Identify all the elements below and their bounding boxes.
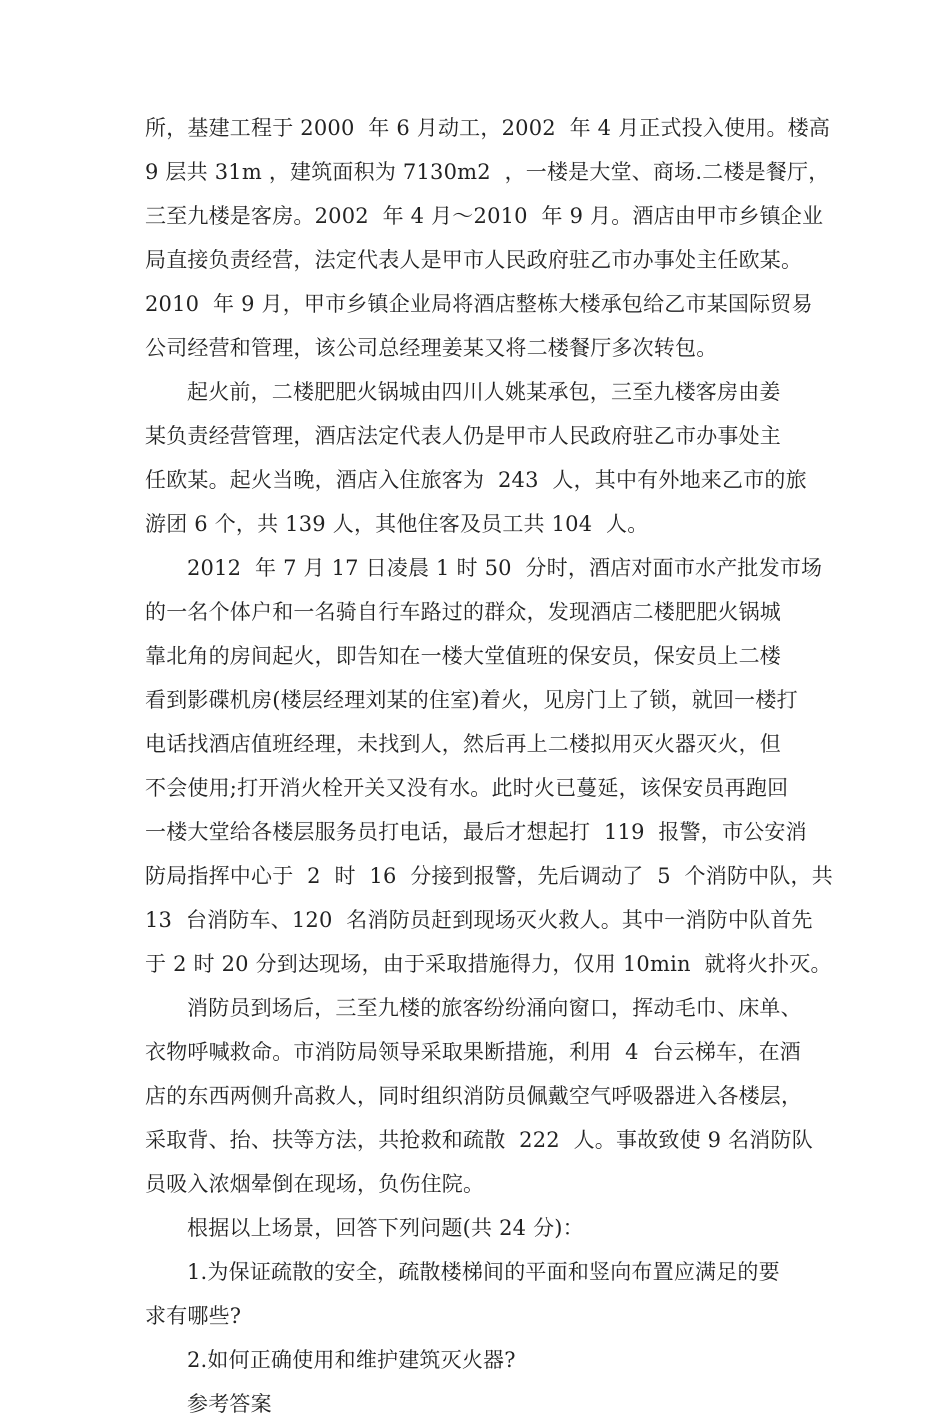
text-line: 2010 年 9 月，甲市乡镇企业局将酒店整栋大楼承包给乙市某国际贸易 — [145, 292, 813, 316]
text-line: 9 层共 31m ，建筑面积为 7130m2 ，一楼是大堂、商场.二楼是餐厅， — [145, 160, 830, 184]
document-body — [145, 106, 833, 1426]
paragraph — [145, 370, 820, 546]
text-line: 靠北角的房间起火，即告知在一楼大堂值班的保安员，保安员上二楼 — [145, 644, 781, 668]
text-line: 参考答案 — [187, 1392, 272, 1416]
text-line: 衣物呼喊救命。市消防局领导采取果断措施，利用 4 台云梯车，在酒 — [145, 1040, 801, 1064]
text-line: 的一名个体户和一名骑自行车路过的群众，发现酒店二楼肥肥火锅城 — [145, 600, 781, 624]
text-line: 电话找酒店值班经理，未找到人，然后再上二楼拟用灭火器灭火，但 — [145, 732, 781, 756]
paragraph — [145, 1250, 820, 1338]
paragraph — [145, 1382, 820, 1426]
text-line: 员吸入浓烟晕倒在现场，负伤住院。 — [145, 1172, 485, 1196]
text-line: 防局指挥中心于 2 时 16 分接到报警，先后调动了 5 个消防中队，共 — [145, 864, 833, 888]
text-line: 1.为保证疏散的安全，疏散楼梯间的平面和竖向布置应满足的要 — [187, 1260, 780, 1284]
text-line: 店的东西两侧升高救人，同时组织消防员佩戴空气呼吸器进入各楼层， — [145, 1084, 803, 1108]
text-line: 三至九楼是客房。2002 年 4 月～2010 年 9 月。酒店由甲市乡镇企业 — [145, 204, 824, 228]
text-line: 一楼大堂给各楼层服务员打电话，最后才想起打 119 报警，市公安消 — [145, 820, 807, 844]
paragraph — [145, 1338, 820, 1382]
text-line: 任欧某。起火当晚，酒店入住旅客为 243 人，其中有外地来乙市的旅 — [145, 468, 807, 492]
text-line: 消防员到场后，三至九楼的旅客纷纷涌向窗口，挥动毛巾、床单、 — [187, 996, 802, 1020]
paragraph — [145, 546, 833, 986]
text-line: 不会使用;打开消火栓开关又没有水。此时火已蔓延，该保安员再跑回 — [145, 776, 789, 800]
text-line: 起火前，二楼肥肥火锅城由四川人姚某承包，三至九楼客房由姜 — [187, 380, 781, 404]
text-line: 2.如何正确使用和维护建筑灭火器? — [187, 1348, 516, 1372]
text-line: 看到影碟机房(楼层经理刘某的住室)着火，见房门上了锁，就回一楼打 — [145, 688, 798, 712]
paragraph — [145, 986, 820, 1206]
text-line: 某负责经营管理，酒店法定代表人仍是甲市人民政府驻乙市办事处主 — [145, 424, 781, 448]
text-line: 所，基建工程于 2000 年 6 月动工，2002 年 4 月正式投入使用。楼高 — [145, 116, 831, 140]
text-line: 局直接负责经营，法定代表人是甲市人民政府驻乙市办事处主任欧某。 — [145, 248, 803, 272]
paragraph — [145, 106, 831, 370]
text-line: 公司经营和管理，该公司总经理姜某又将二楼餐厅多次转包。 — [145, 336, 718, 360]
text-line: 游团 6 个，共 139 人，其他住客及员工共 104 人。 — [145, 512, 649, 536]
text-line: 13 台消防车、120 名消防员赶到现场灭火救人。其中一消防中队首先 — [145, 908, 813, 932]
text-line: 采取背、抬、扶等方法，共抢救和疏散 222 人。事故致使 9 名消防队 — [145, 1128, 813, 1152]
text-line: 于 2 时 20 分到达现场，由于采取措施得力，仅用 10min 就将火扑灭。 — [145, 952, 832, 976]
text-line: 求有哪些? — [145, 1304, 242, 1328]
paragraph — [145, 1206, 820, 1250]
text-line: 根据以上场景，回答下列问题(共 24 分)： — [187, 1216, 584, 1240]
text-line: 2012 年 7 月 17 日凌晨 1 时 50 分时，酒店对面市水产批发市场 — [187, 556, 823, 580]
